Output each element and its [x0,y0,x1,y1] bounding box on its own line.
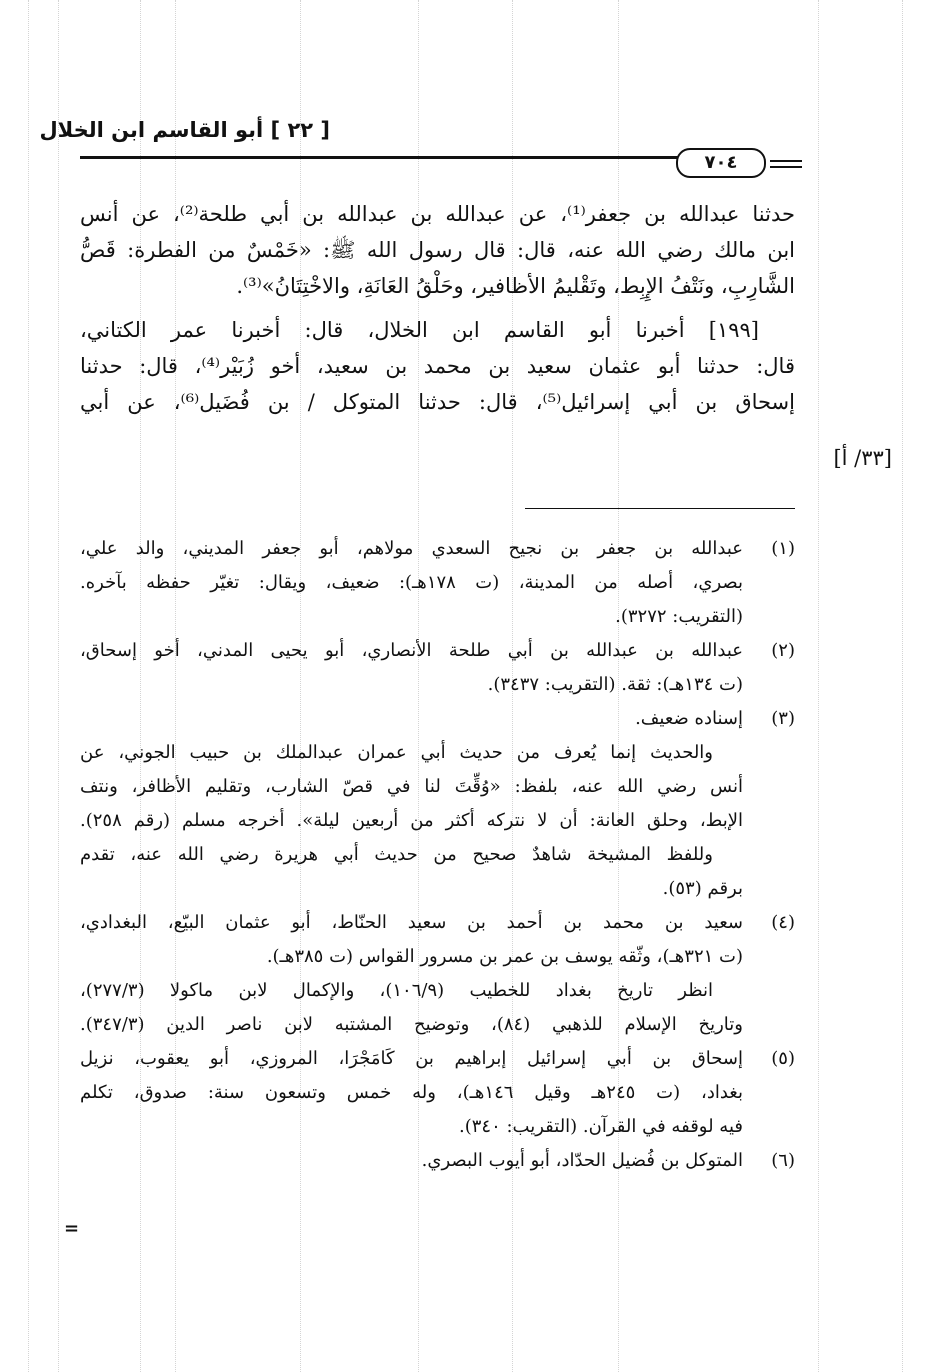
footnote [80,532,795,634]
footnote-line: برقم (٥٣). [662,878,743,899]
main-text [80,196,795,420]
footnote [80,702,795,906]
main-text-line: ابن مالك رضي الله عنه، قال: قال رسول الله ﷺ: «خَمْسٌ من الفطرة: قَصُّ [80,238,795,262]
footnote-line: بصري، أصله من المدينة، (ت ١٧٨هـ): ضعيف، ويقال: تغيّر حفظه بآخره. [80,572,743,593]
scan-guide-line [28,0,29,1372]
main-text-line: إسحاق بن أبي إسرائيل⁽⁵⁾، قال: حدثنا المتوكل / بن فُضَيل⁽⁶⁾، عن أبي [80,390,795,414]
footnote-line: أنس رضي الله عنه، بلفظ: «وُقِّتَ لنا في قصّ الشارب، وتقليم الأظافر، ونتف [80,776,743,797]
footnote-line: عبدالله بن جعفر بن نجيح السعدي مولاهم، أبو جعفر المديني، والد علي، [80,538,743,559]
page-number: ٧٠٤ [676,148,766,178]
footnote-number: (٣) [771,708,795,729]
footnote-line: وللفظ المشيخة شاهدٌ صحيح من حديث أبي هريرة رضي الله عنه، تقدم [80,844,713,865]
footnote-line: (ت ٣٢١هـ)، وثّقه يوسف بن عمر بن مسرور القواس (ت ٣٨٥هـ). [266,946,743,967]
scan-guide-line [902,0,903,1372]
footnote-number: (١) [771,538,795,559]
footnote [80,1144,795,1178]
footnote-number: (٦) [771,1150,795,1171]
main-text-line: [١٩٩] أخبرنا أبو القاسم ابن الخلال، قال: أخبرنا عمر الكتاني، [80,318,759,342]
main-text-line: حدثنا عبدالله بن جعفر⁽¹⁾، عن عبدالله بن عبدالله بن أبي طلحة⁽²⁾، عن أنس [80,202,795,226]
footnote [80,634,795,702]
footnote-number: (٢) [771,640,795,661]
running-head: [ ٢٢ ] أبو القاسم ابن الخلال [39,118,330,142]
header-dash [770,166,802,168]
footnote-line: الإبط، وحلق العانة: أن لا نتركه أكثر من أربعين ليلة». أخرجه مسلم (رقم ٢٥٨). [80,810,743,831]
footnote-line: انظر تاريخ بغداد للخطيب (١٠٦/٩)، والإكمال لابن ماكولا (٢٧٧/٣)، [80,980,713,1001]
footnote [80,1042,795,1144]
footnote-line: بغداد، (ت ٢٤٥هـ وقيل ١٤٦هـ)، وله خمس وتسعون سنة: صدوق، تكلم [80,1082,743,1103]
footnote-line: إسناده ضعيف. [635,708,743,729]
footnote-line: وتاريخ الإسلام للذهبي (٨٤)، وتوضيح المشتبه لابن ناصر الدين (٣٤٧/٣). [80,1014,743,1035]
footnote-line: إسحاق بن أبي إسرائيل إبراهيم بن كَامَجْرَا، المروزي، أبو يعقوب، نزيل [80,1048,743,1069]
footnote-line: (ت ١٣٤هـ): ثقة. (التقريب: ٣٤٣٧). [487,674,743,695]
footnotes [80,532,795,1178]
footnote-separator [525,508,795,509]
footnote-number: (٥) [771,1048,795,1069]
footnote-line: المتوكل بن فُضيل الحدّاد، أبو أيوب البصري. [421,1150,743,1171]
scan-guide-line [58,0,59,1372]
footnote [80,906,795,1042]
footnote-number: (٤) [771,912,795,933]
margin-folio-reference: [٣٣/ أ] [833,446,892,470]
continuation-mark: = [64,1218,80,1239]
footnote-line: سعيد بن محمد بن أحمد بن سعيد الحنّاط، أبو عثمان البيّع، البغدادي، [80,912,743,933]
footnote-line: عبدالله بن عبدالله بن أبي طلحة الأنصاري، أبو يحيى المدني، أخو إسحاق، [80,640,743,661]
footnote-line: (التقريب: ٣٢٧٢). [615,606,743,627]
main-text-line: قال: حدثنا أبو عثمان سعيد بن محمد بن سعيد، أخو زُبَيْر⁽⁴⁾، قال: حدثنا [80,354,795,378]
main-text-line: الشَّارِبِ، ونَتْفُ الإِبِط، وتَقْليمُ الأظافير، وحَلْقُ العَانَةِ، والاخْتِتَانُ»⁽³⁾. [236,274,795,298]
footnote-line: والحديث إنما يُعرف من حديث أبي عمران عبدالملك بن حبيب الجوني، عن [80,742,713,763]
header-dash [770,160,802,162]
header-rule [80,156,680,159]
footnote-line: فيه لوقفه في القرآن. (التقريب: ٣٤٠). [458,1116,743,1137]
scan-guide-line [818,0,819,1372]
